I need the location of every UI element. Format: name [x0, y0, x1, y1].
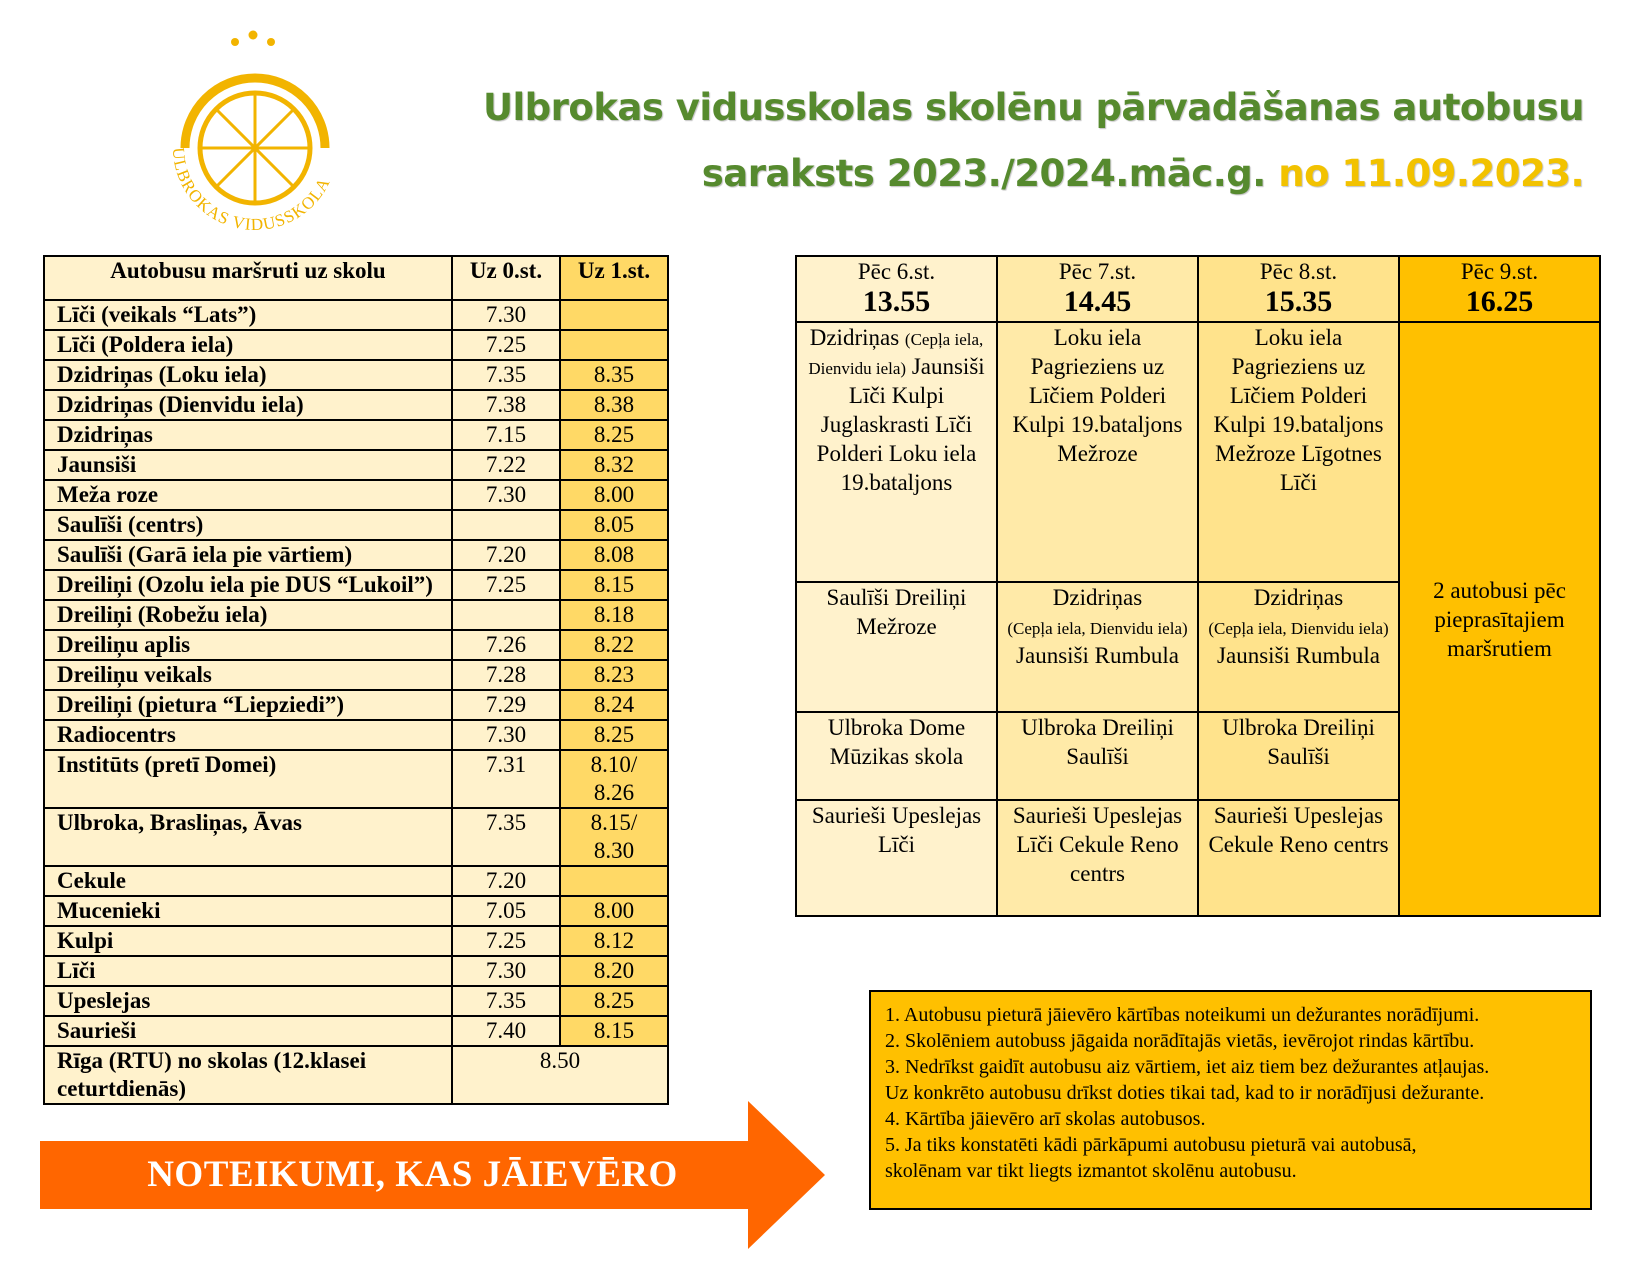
time-lesson0: 7.29 [452, 690, 560, 720]
stop-name: Upeslejas [44, 986, 452, 1016]
time-lesson0: 7.30 [452, 956, 560, 986]
table-row [44, 420, 668, 450]
header-lesson0: Uz 0.st. [452, 256, 560, 300]
time-lesson1: 8.12 [560, 926, 668, 956]
time-riga: 8.50 [452, 1046, 668, 1104]
time-lesson0: 7.05 [452, 896, 560, 926]
time-lesson0: 7.20 [452, 540, 560, 570]
rule-line: 1. Autobusu pieturā jāievēro kārtības noteikumi un dežurantes norādījumi. [885, 1004, 1480, 1026]
time-lesson1: 8.18 [560, 600, 668, 630]
table-row [44, 390, 668, 420]
stop-name: Dreiliņi (pietura “Liepziedi”) [44, 690, 452, 720]
table-row [44, 360, 668, 390]
stop-name: Mucenieki [44, 896, 452, 926]
route-cell: Saurieši Upeslejas Līči [796, 800, 997, 916]
stop-name: Dzidriņas (Dienvidu iela) [44, 390, 452, 420]
time-lesson1: 8.15/ 8.30 [560, 808, 668, 866]
time-lesson0: 7.25 [452, 330, 560, 360]
time-lesson0: 7.20 [452, 866, 560, 896]
route-cell: Ulbroka Dome Mūzikas skola [796, 712, 997, 800]
time-lesson0: 7.30 [452, 300, 560, 330]
time-lesson1: 8.08 [560, 540, 668, 570]
route-cell: Ulbroka Dreiliņi Saulīši [997, 712, 1198, 800]
route-cell: Loku iela Pagrieziens uz Līčiem Polderi Kulpi 19.bataljons Mežroze Līgotnes Līči [1198, 322, 1399, 582]
route-cell: Dzidriņas (Cepļa iela, Dienvidu iela) Jaunsiši Līči Kulpi Juglaskrasti Līči Polderi Loku iela 19.bataljons [796, 322, 997, 582]
time-lesson0: 7.30 [452, 480, 560, 510]
time-lesson1: 8.25 [560, 720, 668, 750]
rule-line: 2. Skolēniem autobuss jāgaida norādītajās vietās, ievērojot rindas kārtību. [885, 1030, 1475, 1052]
table-row [44, 480, 668, 510]
header-after-6: Pēc 6.st. 13.55 [796, 256, 997, 322]
time-lesson0 [452, 600, 560, 630]
stop-name: Līči [44, 956, 452, 986]
time-lesson1: 8.00 [560, 480, 668, 510]
time-lesson1: 8.15 [560, 1016, 668, 1046]
school-logo [165, 30, 345, 230]
route-cell: Saulīši Dreiliņi Mežroze [796, 582, 997, 712]
page-title-line2 [702, 152, 1584, 195]
stop-name: Dreiliņi (Ozolu iela pie DUS “Lukoil”) [44, 570, 452, 600]
stop-name: Saurieši [44, 1016, 452, 1046]
table-row [44, 1046, 668, 1104]
rules-banner-text: NOTEIKUMI, KAS JĀIEVĒRO [147, 1154, 678, 1195]
time-lesson0: 7.25 [452, 570, 560, 600]
rule-line: 5. Ja tiks konstatēti kādi pārkāpumi autobusu pieturā vai autobusā, [885, 1134, 1417, 1156]
table-row [44, 866, 668, 896]
stop-name: Dreiliņi (Robežu iela) [44, 600, 452, 630]
route-cell: Ulbroka Dreiliņi Saulīši [1198, 712, 1399, 800]
table-row [44, 570, 668, 600]
table-row [44, 956, 668, 986]
stop-name: Dzidriņas (Loku iela) [44, 360, 452, 390]
stop-name: Dreiliņu veikals [44, 660, 452, 690]
table-row [44, 600, 668, 630]
title-date: no 11.09.2023. [1278, 152, 1584, 195]
stop-name: Dzidriņas [44, 420, 452, 450]
time-lesson0: 7.31 [452, 750, 560, 808]
table-row [44, 986, 668, 1016]
routes-to-school-table [43, 255, 669, 1105]
time-lesson1: 8.24 [560, 690, 668, 720]
stop-name: Ulbroka, Brasliņas, Āvas [44, 808, 452, 866]
table-row [44, 750, 668, 808]
table-row [44, 540, 668, 570]
table-row [44, 630, 668, 660]
stop-name: Radiocentrs [44, 720, 452, 750]
time-lesson1: 8.25 [560, 986, 668, 1016]
time-lesson0: 7.28 [452, 660, 560, 690]
time-lesson1: 8.32 [560, 450, 668, 480]
header-after-7: Pēc 7.st. 14.45 [997, 256, 1198, 322]
rule-line: 4. Kārtība jāievēro arī skolas autobusos. [885, 1108, 1206, 1130]
header-routes: Autobusu maršruti uz skolu [44, 256, 452, 300]
rule-line: Uz konkrēto autobusu drīkst doties tikai tad, kad to ir norādījusi dežurante. [885, 1082, 1485, 1104]
table-row [44, 660, 668, 690]
time-lesson0: 7.38 [452, 390, 560, 420]
routes-from-school-table [795, 255, 1601, 917]
rules-box [869, 990, 1592, 1210]
time-lesson0: 7.15 [452, 420, 560, 450]
time-lesson0: 7.40 [452, 1016, 560, 1046]
table-row [44, 330, 668, 360]
stop-name: Dreiliņu aplis [44, 630, 452, 660]
time-lesson1: 8.05 [560, 510, 668, 540]
route-cell: Dzidriņas (Cepļa iela, Dienvidu iela) Jaunsiši Rumbula [1198, 582, 1399, 712]
table-row [44, 896, 668, 926]
stop-name: Cekule [44, 866, 452, 896]
table-row [44, 720, 668, 750]
time-lesson0: 7.35 [452, 360, 560, 390]
stop-name: Kulpi [44, 926, 452, 956]
rule-line: skolēnam var tikt liegts izmantot skolēnu autobusu. [885, 1160, 1297, 1182]
time-lesson1 [560, 330, 668, 360]
header-after-9: Pēc 9.st. 16.25 [1399, 256, 1600, 322]
route-cell: Saurieši Upeslejas Cekule Reno centrs [1198, 800, 1399, 916]
on-request-cell: 2 autobusi pēc pieprasītajiem maršrutiem [1399, 322, 1600, 916]
logo-text: ULBROKAS VIDUSSKOLA [168, 146, 334, 230]
time-lesson0: 7.35 [452, 808, 560, 866]
table-row [44, 926, 668, 956]
table-row [44, 808, 668, 866]
stop-name: Meža roze [44, 480, 452, 510]
stop-name: Jaunsiši [44, 450, 452, 480]
time-lesson1: 8.20 [560, 956, 668, 986]
time-lesson1 [560, 866, 668, 896]
rule-line: 3. Nedrīkst gaidīt autobusu aiz vārtiem, iet aiz tiem bez dežurantes atļaujas. [885, 1056, 1490, 1078]
time-lesson1: 8.10/ 8.26 [560, 750, 668, 808]
title-year: saraksts 2023./2024.māc.g. [701, 152, 1266, 195]
stop-name: Līči (Poldera iela) [44, 330, 452, 360]
time-lesson0: 7.30 [452, 720, 560, 750]
route-cell: Dzidriņas (Cepļa iela, Dienvidu iela) Jaunsiši Rumbula [997, 582, 1198, 712]
route-cell: Loku iela Pagrieziens uz Līčiem Polderi Kulpi 19.bataljons Mežroze [997, 322, 1198, 582]
time-lesson1 [560, 300, 668, 330]
header-lesson1: Uz 1.st. [560, 256, 668, 300]
stop-name: Institūts (pretī Domei) [44, 750, 452, 808]
table-row [44, 690, 668, 720]
time-lesson1: 8.38 [560, 390, 668, 420]
page-title-line1: Ulbrokas vidusskolas skolēnu pārvadāšanas autobusu [482, 86, 1584, 129]
header-after-8: Pēc 8.st. 15.35 [1198, 256, 1399, 322]
time-lesson0: 7.22 [452, 450, 560, 480]
stop-name: Saulīši (Garā iela pie vārtiem) [44, 540, 452, 570]
time-lesson0 [452, 510, 560, 540]
table-row [44, 1016, 668, 1046]
time-lesson0: 7.25 [452, 926, 560, 956]
route-cell: Saurieši Upeslejas Līči Cekule Reno centrs [997, 800, 1198, 916]
stop-name: Līči (veikals “Lats”) [44, 300, 452, 330]
stop-name: Rīga (RTU) no skolas (12.klasei ceturtdienās) [44, 1046, 452, 1104]
time-lesson1: 8.22 [560, 630, 668, 660]
time-lesson1: 8.15 [560, 570, 668, 600]
time-lesson0: 7.26 [452, 630, 560, 660]
time-lesson1: 8.23 [560, 660, 668, 690]
stop-name: Saulīši (centrs) [44, 510, 452, 540]
time-lesson1: 8.25 [560, 420, 668, 450]
table-row [44, 450, 668, 480]
table-row [44, 300, 668, 330]
time-lesson0: 7.35 [452, 986, 560, 1016]
time-lesson1: 8.35 [560, 360, 668, 390]
time-lesson1: 8.00 [560, 896, 668, 926]
table-row [44, 510, 668, 540]
